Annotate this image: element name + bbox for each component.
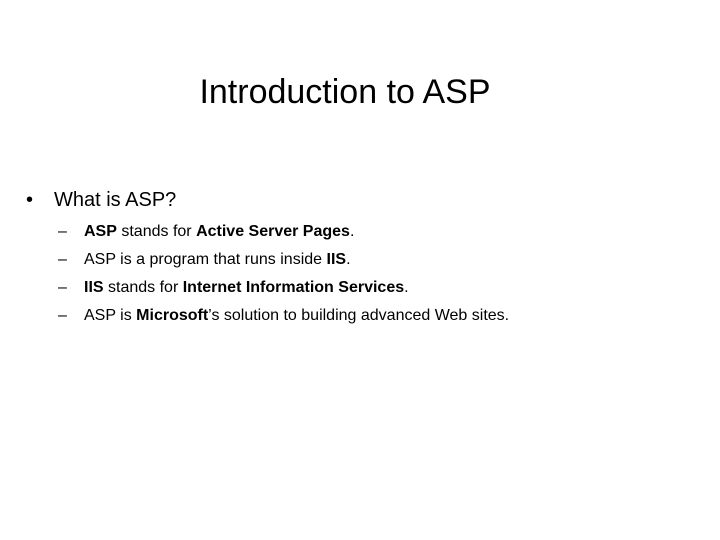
bold-text: ASP bbox=[84, 223, 117, 240]
sub-bullet-marker: – bbox=[58, 279, 67, 296]
bullet-item bbox=[26, 186, 176, 214]
text-segment: . bbox=[404, 279, 409, 296]
sub-bullet-marker: – bbox=[58, 223, 67, 240]
text-segment: stands for bbox=[103, 279, 183, 296]
text-segment: ’s solution to building advanced Web sites. bbox=[208, 307, 510, 324]
bold-text: IIS bbox=[84, 279, 104, 296]
bold-text: IIS bbox=[326, 251, 347, 268]
sub-bullet-marker: – bbox=[58, 307, 67, 324]
sub-bullet-item bbox=[58, 246, 509, 274]
bold-text: Microsoft bbox=[136, 307, 209, 324]
text-segment: . bbox=[349, 223, 355, 240]
sub-bullet-item bbox=[58, 218, 509, 246]
sub-bullet-item bbox=[58, 274, 509, 302]
sub-bullet-list bbox=[58, 218, 509, 330]
text-segment: ASP is a program that runs inside bbox=[84, 251, 327, 268]
sub-bullet-item bbox=[58, 302, 509, 330]
bullet-text: What is ASP? bbox=[54, 189, 177, 211]
bullet-marker: • bbox=[26, 189, 34, 211]
sub-bullet-marker: – bbox=[58, 251, 67, 268]
bold-text: Active Server Pages bbox=[196, 223, 350, 240]
bold-text: Internet Information Services bbox=[182, 279, 405, 296]
text-segment: . bbox=[346, 251, 351, 268]
sub-bullet-text bbox=[84, 246, 351, 274]
text-segment: stands for bbox=[116, 223, 197, 240]
slide-title: Introduction to ASP bbox=[199, 73, 491, 111]
sub-bullet-text bbox=[84, 274, 409, 302]
sub-bullet-text bbox=[84, 218, 354, 246]
text-segment: ASP is bbox=[84, 307, 137, 324]
sub-bullet-text bbox=[84, 302, 509, 330]
